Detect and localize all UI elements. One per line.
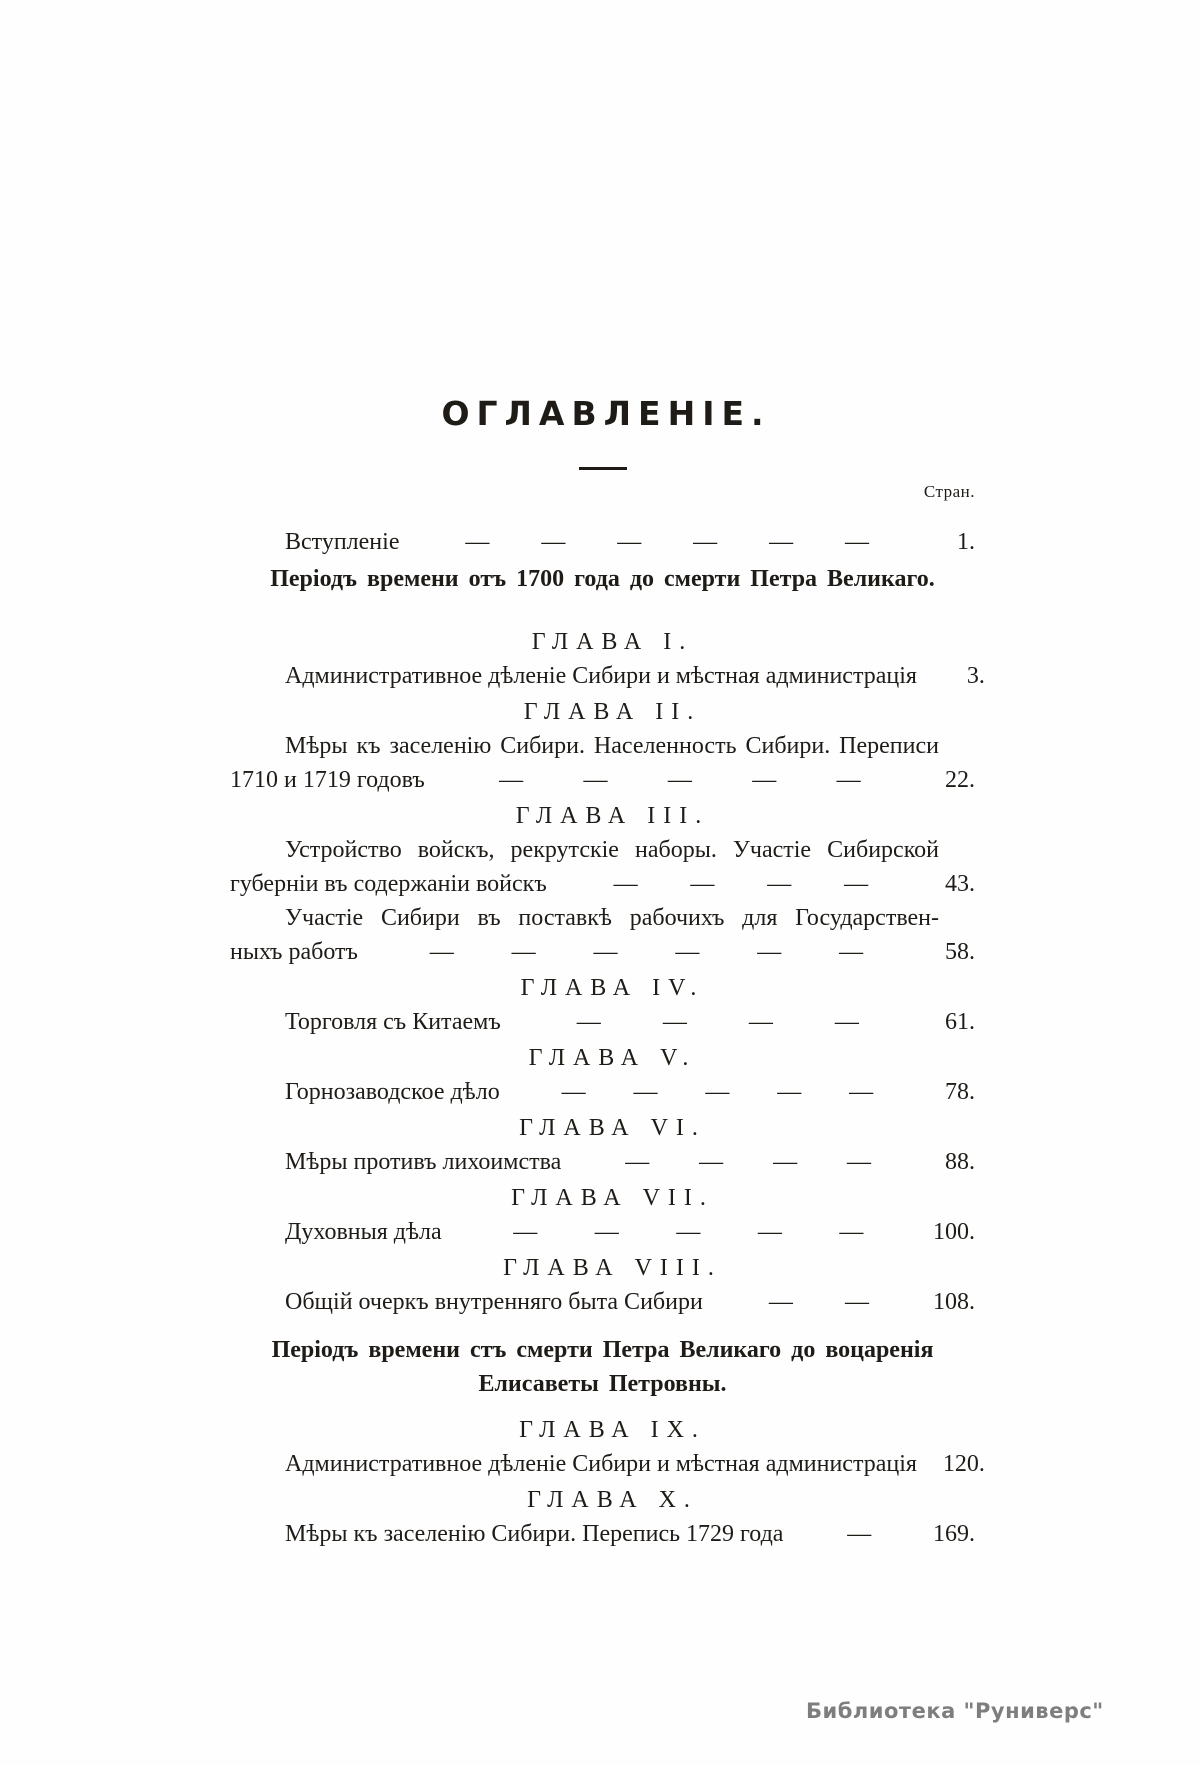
chapter-heading: ГЛАВА VII. bbox=[511, 1185, 714, 1211]
leader-dash: — bbox=[667, 767, 692, 793]
leader-dash: — bbox=[748, 1009, 773, 1035]
leader-dash: — bbox=[576, 1009, 601, 1035]
toc-entry-label: 1710 и 1719 годовъ bbox=[230, 767, 425, 793]
dash-leader bbox=[501, 1005, 929, 1039]
toc-entry-label: губерніи въ содержаніи войскъ bbox=[230, 871, 547, 897]
page-column-header: Стран. bbox=[923, 482, 975, 501]
leader-dash: — bbox=[705, 1079, 730, 1105]
leader-dash: — bbox=[834, 1009, 859, 1035]
toc-entry bbox=[230, 1285, 975, 1319]
leader-dash: — bbox=[849, 1079, 874, 1105]
page-number: 58. bbox=[945, 939, 975, 965]
toc-entry bbox=[230, 1005, 975, 1039]
chapter-heading: ГЛАВА V. bbox=[528, 1045, 697, 1071]
leader-dash: — bbox=[561, 1079, 586, 1105]
toc-entry-wrapped-line: Мѣры къ заселенію Сибири. Населенность Сибири. Переписи bbox=[285, 733, 939, 759]
leader-dash: — bbox=[583, 767, 608, 793]
leader-dash: — bbox=[699, 1149, 724, 1175]
leader-dash: — bbox=[594, 1219, 619, 1245]
leader-dash: — bbox=[593, 939, 618, 965]
page-number: 100. bbox=[933, 1219, 975, 1245]
toc-entry bbox=[230, 867, 975, 901]
toc-entry bbox=[230, 935, 975, 969]
period-heading-line: Періодъ времени отъ 1700 года до смерти Петра Великаго. bbox=[270, 566, 935, 592]
leader-dash: — bbox=[613, 871, 638, 897]
dash-leader bbox=[703, 1285, 929, 1319]
leader-dash: — bbox=[633, 1079, 658, 1105]
page-title: ОГЛАВЛЕНІЕ. bbox=[441, 394, 771, 433]
toc-entry-label: Административное дѣленіе Сибири и мѣстная администрація bbox=[285, 663, 917, 689]
page-number: 169. bbox=[933, 1521, 975, 1547]
chapter-heading: ГЛАВА VIII. bbox=[503, 1255, 722, 1281]
page-number: 108. bbox=[933, 1289, 975, 1315]
toc-entry bbox=[230, 659, 985, 693]
leader-dash: — bbox=[693, 529, 718, 555]
leader-dash: — bbox=[511, 939, 536, 965]
leader-dash: — bbox=[541, 529, 566, 555]
leader-dash: — bbox=[499, 767, 524, 793]
chapter-heading: ГЛАВА IX. bbox=[519, 1417, 706, 1443]
period-heading-line: Елисаветы Петровны. bbox=[478, 1371, 727, 1397]
toc-entry-label: Мѣры къ заселенію Сибири. Перепись 1729 года bbox=[285, 1521, 784, 1547]
toc-list bbox=[230, 525, 985, 1551]
toc-entry bbox=[230, 1517, 975, 1551]
toc-entry bbox=[230, 1215, 975, 1249]
period-heading bbox=[230, 1333, 975, 1401]
page-number: 61. bbox=[945, 1009, 975, 1035]
leader-dash: — bbox=[757, 939, 782, 965]
dash-leader bbox=[425, 763, 929, 797]
toc-entry-label: Горнозаводское дѣло bbox=[285, 1079, 500, 1105]
leader-dash: — bbox=[845, 529, 869, 555]
leader-dash: — bbox=[757, 1219, 782, 1245]
toc-entry-wrapped-line: Устройство войскъ, рекрутскіе наборы. Участіе Сибирской bbox=[285, 837, 939, 863]
toc-entry-label: Общій очеркъ внутренняго быта Сибири bbox=[285, 1289, 703, 1315]
toc-entry bbox=[230, 1447, 985, 1481]
leader-dash: — bbox=[768, 1289, 793, 1315]
chapter-heading: ГЛАВА II. bbox=[523, 699, 702, 725]
toc-entry-label: Административное дѣленіе Сибири и мѣстная администрація bbox=[285, 1451, 917, 1477]
page-number: 78. bbox=[945, 1079, 975, 1105]
leader-dash: — bbox=[617, 529, 642, 555]
scan-page bbox=[230, 0, 985, 1551]
dash-leader bbox=[358, 935, 929, 969]
leader-dash: — bbox=[513, 1219, 538, 1245]
leader-dash: — bbox=[777, 1079, 802, 1105]
leader-dash: — bbox=[839, 939, 864, 965]
leader-dash: — bbox=[847, 1149, 871, 1175]
leader-dash: — bbox=[844, 871, 869, 897]
page-number: 22. bbox=[945, 767, 975, 793]
page-number: 1. bbox=[957, 529, 975, 555]
leader-dash: — bbox=[675, 939, 700, 965]
dash-leader bbox=[500, 1075, 929, 1109]
title-divider-rule bbox=[579, 467, 627, 470]
dash-leader bbox=[783, 1517, 929, 1551]
leader-dash: — bbox=[625, 1149, 650, 1175]
toc-entry bbox=[230, 1075, 975, 1109]
toc-entry-label: Духовныя дѣла bbox=[285, 1219, 442, 1245]
dash-leader bbox=[547, 867, 929, 901]
dash-leader bbox=[399, 525, 929, 559]
leader-dash: — bbox=[690, 871, 715, 897]
page-number: 43. bbox=[945, 871, 975, 897]
leader-dash: — bbox=[662, 1009, 687, 1035]
toc-entry bbox=[230, 525, 975, 559]
period-heading bbox=[230, 562, 975, 596]
page-number: 88. bbox=[945, 1149, 975, 1175]
toc-entry-label: ныхъ работъ bbox=[230, 939, 358, 965]
leader-dash: — bbox=[752, 767, 777, 793]
toc-entry-wrapped-line: Участіе Сибири въ поставкѣ рабочихъ для Государствен- bbox=[285, 905, 939, 931]
page-number: 120. bbox=[942, 1451, 985, 1477]
page-number: 3. bbox=[966, 663, 985, 689]
toc-entry-label: Мѣры противъ лихоимства bbox=[285, 1149, 562, 1175]
chapter-heading: ГЛАВА VI. bbox=[519, 1115, 706, 1141]
leader-dash: — bbox=[844, 1289, 869, 1315]
toc-entry bbox=[230, 763, 975, 797]
dash-leader bbox=[442, 1215, 929, 1249]
leader-dash: — bbox=[769, 529, 794, 555]
dash-leader bbox=[561, 1145, 929, 1179]
leader-dash: — bbox=[429, 939, 454, 965]
chapter-heading: ГЛАВА X. bbox=[527, 1487, 698, 1513]
toc-entry-label: Вступленіе bbox=[285, 529, 400, 555]
chapter-heading: ГЛАВА III. bbox=[515, 803, 710, 829]
period-heading-line: Періодъ времени стъ смерти Петра Великаго до воцаренія bbox=[271, 1337, 934, 1363]
leader-dash: — bbox=[767, 871, 792, 897]
chapter-heading: ГЛАВА I. bbox=[531, 629, 694, 655]
chapter-heading: ГЛАВА IV. bbox=[520, 975, 705, 1001]
toc-entry bbox=[230, 1145, 975, 1179]
leader-dash: — bbox=[847, 1521, 872, 1547]
leader-dash: — bbox=[839, 1219, 864, 1245]
leader-dash: — bbox=[676, 1219, 701, 1245]
leader-dash: — bbox=[836, 767, 861, 793]
toc-entry-label: Торговля съ Китаемъ bbox=[285, 1009, 501, 1035]
leader-dash: — bbox=[465, 529, 490, 555]
library-watermark: Библиотека "Руниверс" bbox=[806, 1699, 1104, 1723]
leader-dash: — bbox=[773, 1149, 798, 1175]
